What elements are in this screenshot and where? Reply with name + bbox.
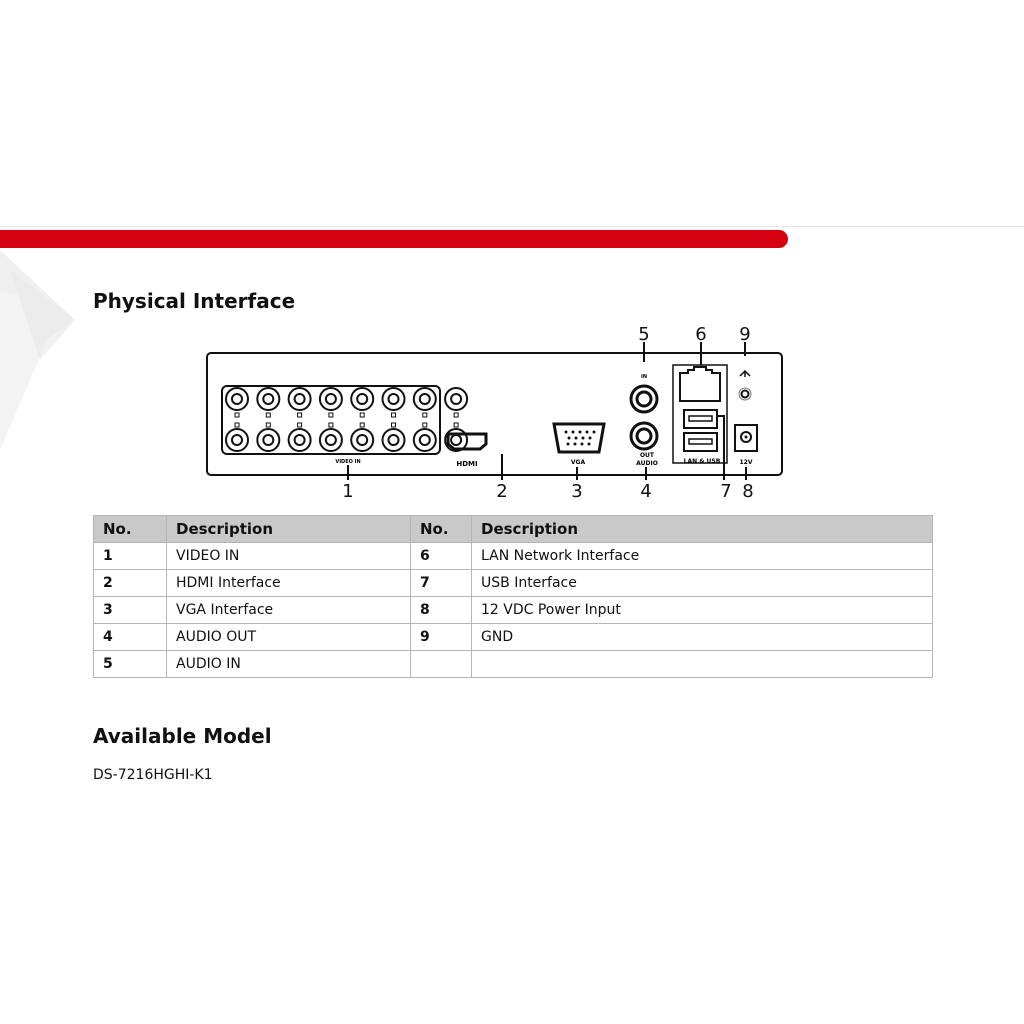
callout-1: 1 <box>342 481 354 502</box>
cell-description: VGA Interface <box>167 597 411 624</box>
bnc-panel <box>222 386 440 454</box>
bnc-connector <box>383 388 405 417</box>
cell-no: 2 <box>94 570 167 597</box>
bnc-connector <box>351 423 373 451</box>
bnc-connector <box>257 423 279 451</box>
callout-8: 8 <box>742 481 754 502</box>
ground-icon <box>740 371 750 377</box>
lan-port <box>680 367 720 401</box>
audio-out-port <box>631 423 657 449</box>
audio-in-port <box>631 386 657 412</box>
callout-6: 6 <box>695 324 707 345</box>
cell-no <box>411 651 472 678</box>
bnc-connector <box>383 423 405 451</box>
table-header-row <box>94 516 933 543</box>
cell-description: 12 VDC Power Input <box>472 597 933 624</box>
audio-out-label: OUT <box>639 452 655 459</box>
cell-no: 6 <box>411 543 472 570</box>
bnc-connector <box>226 388 248 417</box>
vga-port <box>554 424 604 452</box>
bnc-connector <box>351 388 373 417</box>
cell-description: AUDIO OUT <box>167 624 411 651</box>
cell-description: HDMI Interface <box>167 570 411 597</box>
table-row <box>94 597 933 624</box>
cell-description: GND <box>472 624 933 651</box>
bnc-connector <box>414 423 436 451</box>
callout-2: 2 <box>496 481 508 502</box>
video-in-connectors <box>226 388 467 451</box>
rear-panel-diagram <box>200 320 790 505</box>
table-row <box>94 543 933 570</box>
callout-4: 4 <box>640 481 652 502</box>
bnc-connector <box>226 423 248 451</box>
audio-label: AUDIO <box>636 460 658 467</box>
callout-5: 5 <box>638 324 650 345</box>
table-row <box>94 651 933 678</box>
device-outline <box>207 353 782 475</box>
cell-no: 3 <box>94 597 167 624</box>
lan-usb-panel <box>673 365 727 463</box>
audio-in-label: IN <box>640 374 648 380</box>
cell-description: VIDEO IN <box>167 543 411 570</box>
lan-usb-label: LAN & USB <box>683 458 721 465</box>
bnc-connector <box>320 388 342 417</box>
bnc-connector <box>414 388 436 417</box>
interface-table <box>93 515 933 678</box>
cell-description <box>472 651 933 678</box>
vga-pins <box>565 431 596 446</box>
header-description: Description <box>472 516 933 543</box>
hdmi-label: HDMI <box>456 460 478 468</box>
cell-description: AUDIO IN <box>167 651 411 678</box>
brand-watermark-shape <box>0 250 80 450</box>
table-row <box>94 570 933 597</box>
cell-no: 4 <box>94 624 167 651</box>
header-description: Description <box>167 516 411 543</box>
model-number: DS-7216HGHI-K1 <box>93 767 213 783</box>
header-no: No. <box>94 516 167 543</box>
cell-no: 8 <box>411 597 472 624</box>
cell-description: USB Interface <box>472 570 933 597</box>
callout-3: 3 <box>571 481 583 502</box>
header-no: No. <box>411 516 472 543</box>
cell-no: 7 <box>411 570 472 597</box>
vga-label: VGA <box>570 459 586 466</box>
red-header-bar <box>0 230 788 248</box>
cell-no: 1 <box>94 543 167 570</box>
cell-no: 5 <box>94 651 167 678</box>
section-title: Physical Interface <box>93 289 296 313</box>
power-label: 12V <box>739 459 753 466</box>
callout-9: 9 <box>739 324 751 345</box>
video-in-label: VIDEO IN <box>335 459 361 465</box>
bnc-connector <box>289 423 311 451</box>
bnc-connector <box>257 388 279 417</box>
bnc-connector <box>445 388 467 417</box>
callout-7: 7 <box>720 481 732 502</box>
available-model-title: Available Model <box>93 724 272 748</box>
cell-description: LAN Network Interface <box>472 543 933 570</box>
table-row <box>94 624 933 651</box>
cell-no: 9 <box>411 624 472 651</box>
top-divider <box>0 226 1024 227</box>
bnc-connector <box>289 388 311 417</box>
bnc-connector <box>320 423 342 451</box>
